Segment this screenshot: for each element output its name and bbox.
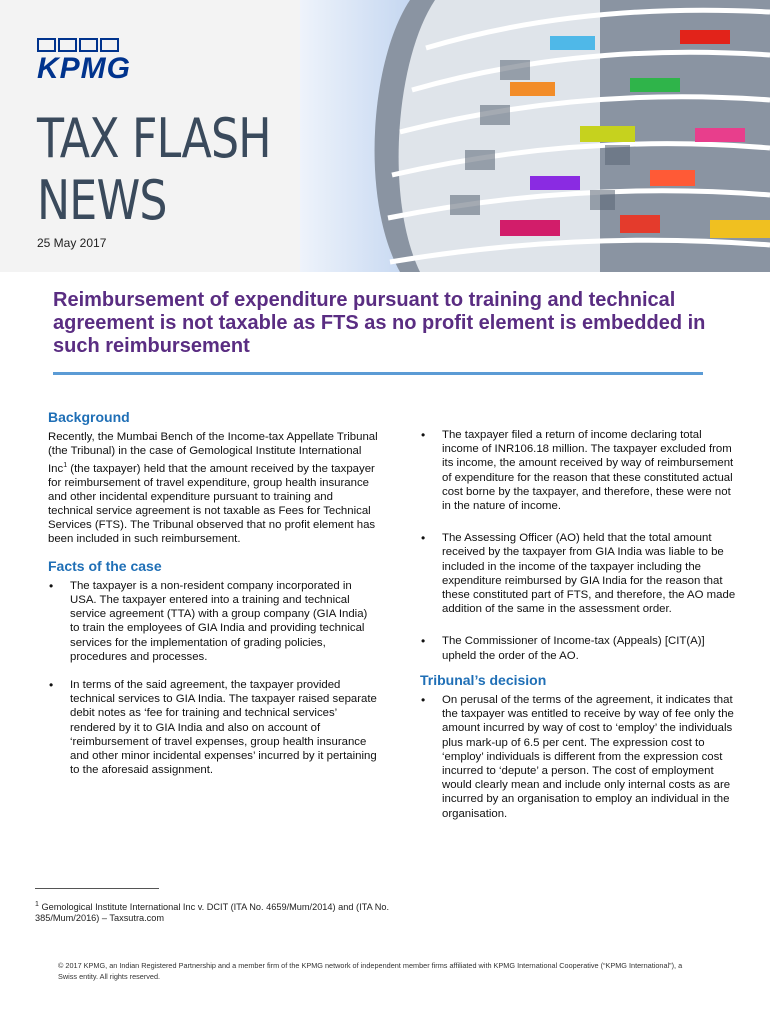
background-paragraph <box>48 430 378 546</box>
tribunal-heading: Tribunal’s decision <box>420 671 547 688</box>
header-banner <box>0 0 770 272</box>
issue-date: 25 May 2017 <box>37 236 107 250</box>
newsletter-title-line1: TAX FLASH <box>37 107 271 170</box>
background-text-1: Recently, the Mumbai Bench of the Income-tax Appellate Tribunal (the Tribunal) in the case of Gemological Institute International Inc <box>48 431 378 475</box>
copyright-notice: © 2017 KPMG, an Indian Registered Partnership and a member firm of the KPMG network of independent member firms affiliated with KPMG International Cooperative (“KPMG International”), a Swiss entity. All rights reserved. <box>58 961 683 981</box>
footnote-divider <box>35 888 159 889</box>
facts-heading: Facts of the case <box>48 557 162 574</box>
list-item: • On perusal of the terms of the agreement, it indicates that the taxpayer was entitled to receive by way of fee only the amount incurred by way of cost to ‘employ’ the individuals plus mark-up of 6.5 per cent. The expression cost to ‘employ’ individuals is different from the expression cost incurred to ‘depute’ a person. The cost of employment would clearly mean and include only internal costs as are incurred by an organisation to employ an individual in the organisation. <box>420 693 740 821</box>
background-text-2: (the taxpayer) held that the amount received by the taxpayer for reimbursement of travel expenditure, group health insurance and other incidental expenditure pursuant to training and technical service agreement is not taxable as Fees for Technical Services (FTS). The Tribunal observed that no profit element has been included in such reimbursement. <box>48 462 376 546</box>
left-column <box>48 410 378 791</box>
list-item: • The taxpayer is a non-resident company incorporated in USA. The taxpayer entered into a training and technical service agreement (TTA) with a group company (GIA India) to train the employees of GIA India and providing technical services for the implementation of grading policies, procedures and processes. <box>48 579 378 664</box>
footnote <box>35 899 395 924</box>
logo-text: KPMG <box>37 52 131 85</box>
newsletter-title <box>37 108 271 232</box>
facts-list-left <box>48 579 378 778</box>
logo-boxes <box>37 38 131 52</box>
list-item: • The Assessing Officer (AO) held that the total amount received by the taxpayer from GIA India was liable to be included in the income of the taxpayer including the expenditure reimbursed by GIA India for the reason that these constituted part of FTS, and therefore, the AO made addition of the same in the assessment order. <box>420 531 740 616</box>
newsletter-title-line2: NEWS <box>37 169 167 232</box>
footnote-text: Gemological Institute International Inc v. DCIT (ITA No. 4659/Mum/2014) and (ITA No. 385/Mum/2016) – Taxsutra.com <box>35 902 390 924</box>
footnote-number: 1 <box>35 901 39 908</box>
article-title: Reimbursement of expenditure pursuant to training and technical agreement is not taxable as FTS as no profit element is embedded in such reimbursement <box>53 289 706 357</box>
title-divider <box>53 372 703 375</box>
list-item: • The Commissioner of Income-tax (Appeals) [CIT(A)] upheld the order of the AO. <box>420 634 740 662</box>
tribunal-list <box>420 693 740 821</box>
background-heading: Background <box>48 409 130 425</box>
footnote-reference[interactable]: 1 <box>63 461 68 469</box>
right-column <box>420 428 740 835</box>
kpmg-logo <box>37 38 131 84</box>
list-item: • The taxpayer filed a return of income declaring total income of INR106.18 million. The taxpayer excluded from its income, the amount received by way of reimbursement of expenditure for the reason that these constituted actual cost borne by the taxpayer, and therefore, these were not in the nature of income. <box>420 428 740 513</box>
facts-list-right <box>420 428 740 663</box>
list-item: • In terms of the said agreement, the taxpayer provided technical services to GIA India. The taxpayer raised separate debit notes as ‘fee for training and technical services’ rendered by it to GIA India and also on account of ‘reimbursement of travel expenses, group health insurance and other minor incidental expenses’ incurred by it pertaining to the aforesaid assignment. <box>48 678 378 777</box>
building-photo <box>300 0 770 272</box>
